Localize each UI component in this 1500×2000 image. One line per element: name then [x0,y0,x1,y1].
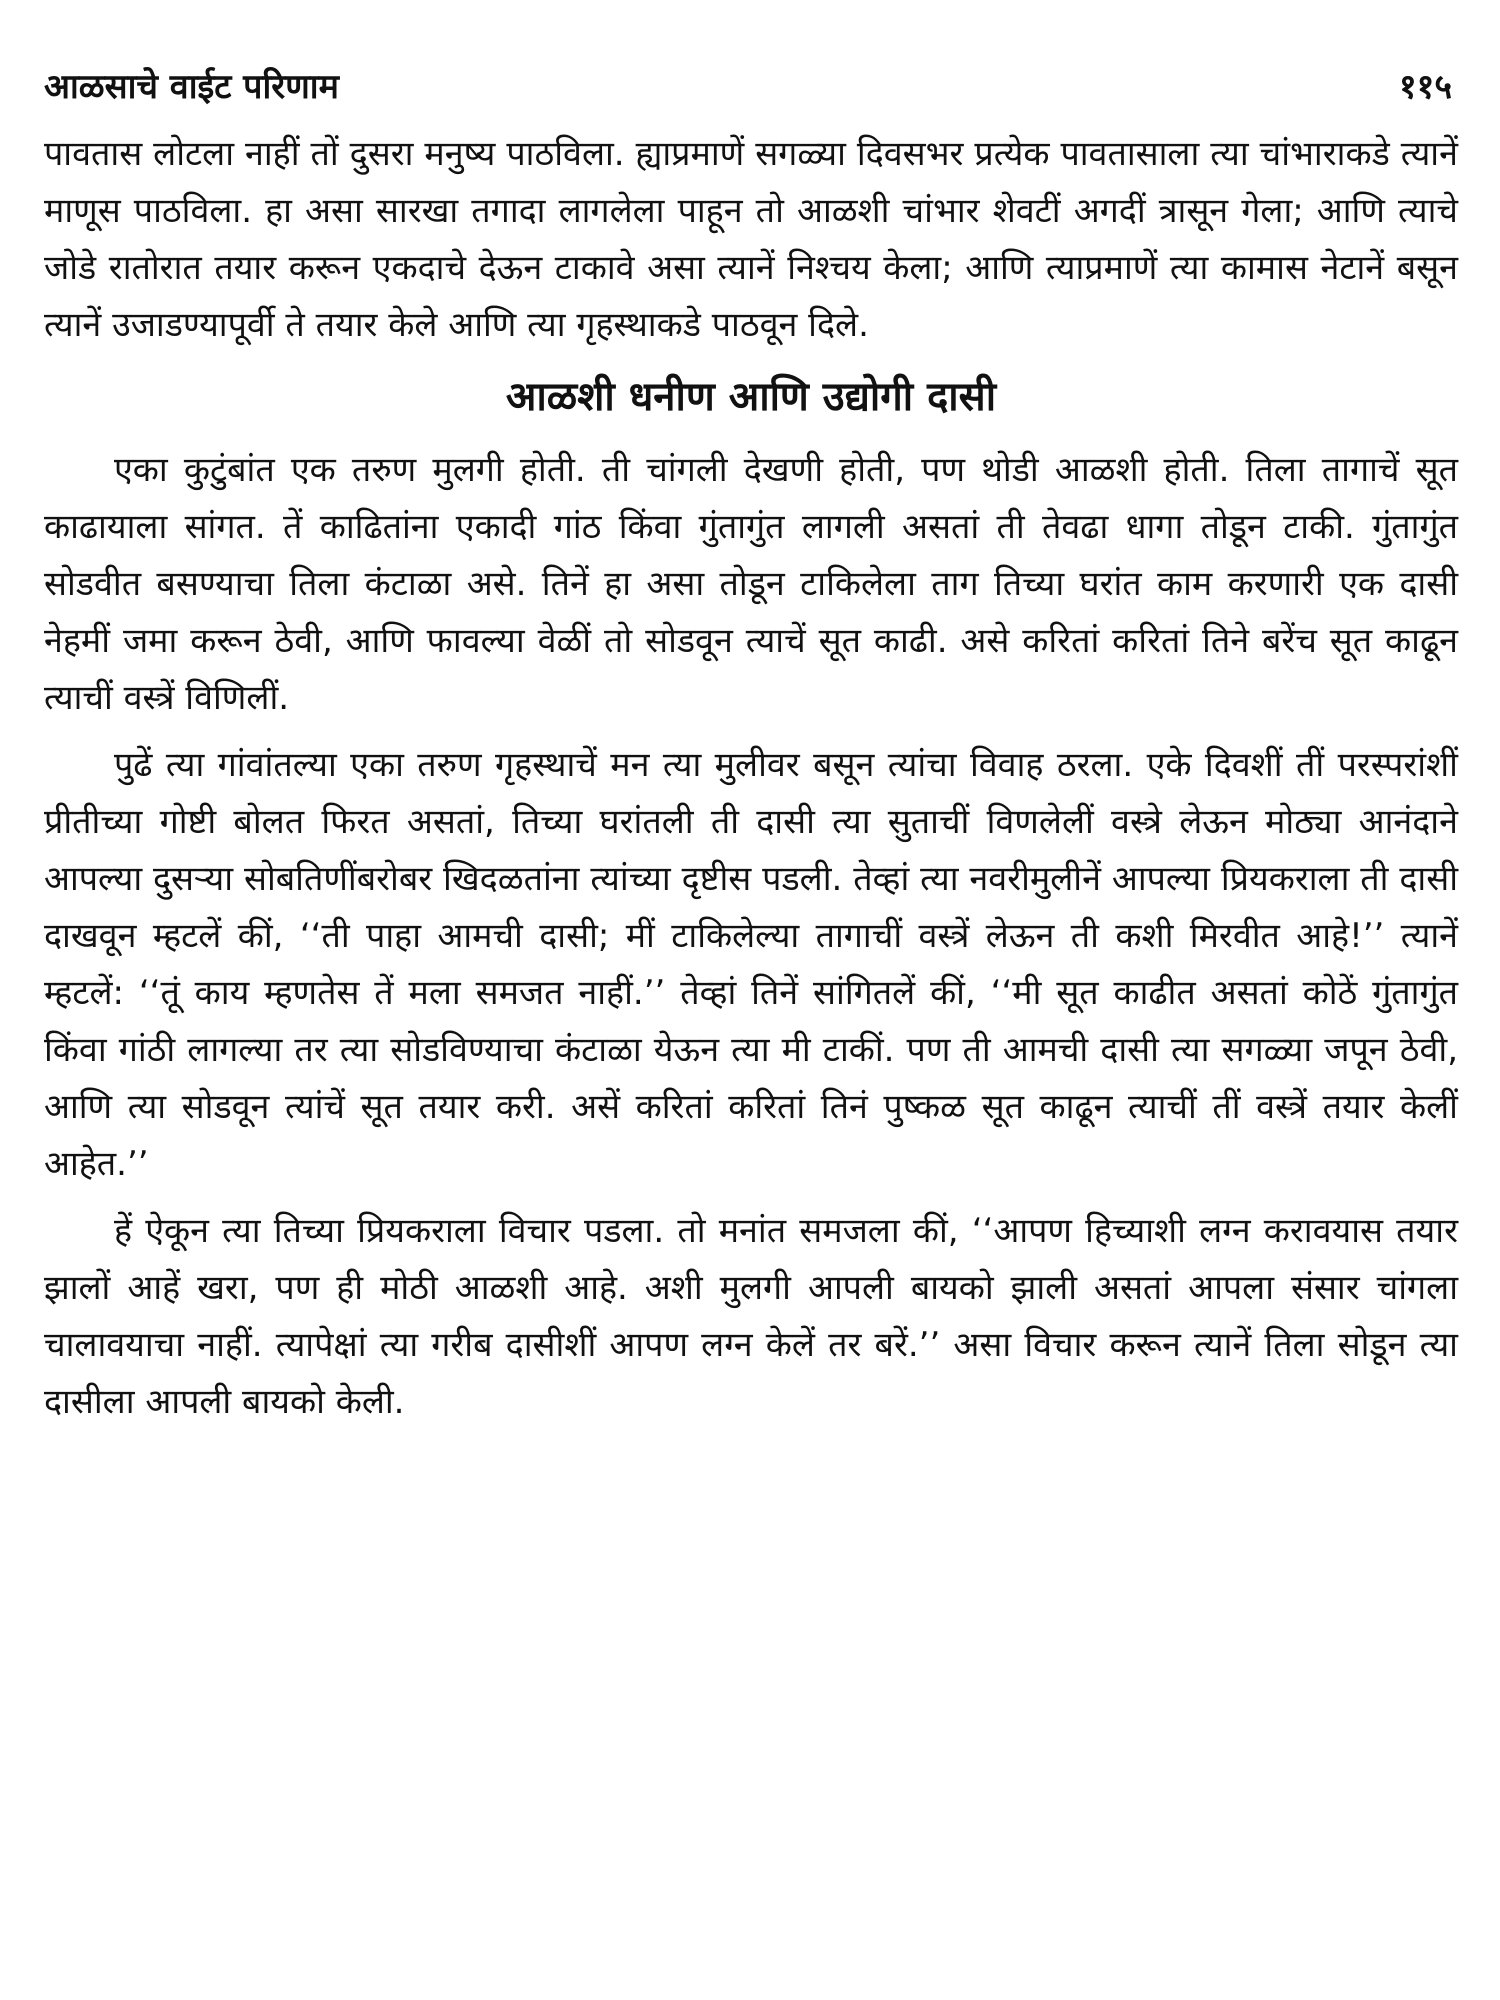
story-paragraph-3: हें ऐकून त्या तिच्या प्रियकराला विचार पडला. तो मनांत समजला कीं, ‘‘आपण हिच्याशी लग्न करावयास तयार झालों आहें खरा, पण ही मोठी आळशी आहे. अशी मुलगी आपली बायको झाली असतां आपला संसार चांगला चालावयाचा नाहीं. त्यापेक्षां त्या गरीब दासीशीं आपण लग्न केलें तर बरें.’’ असा विचार करून त्यानें तिला सोडून त्या दासीला आपली बायको केली. [44,1211,1458,1422]
continued-paragraph: पावतास लोटला नाहीं तों दुसरा मनुष्य पाठविला. ह्याप्रमाणें सगळ्या दिवसभर प्रत्येक पावतासाला त्या चांभाराकडे त्यानें माणूस पाठविला. हा असा सारखा तगादा लागलेला पाहून तो आळशी चांभार शेवटीं अगदीं त्रासून गेला; आणि त्याचे जोडे रातोरात तयार करून एकदाचे देऊन टाकावे असा त्यानें निश्चय केला; आणि त्याप्रमाणें त्या कामास नेटानें बसून त्यानें उजाडण्यापूर्वी ते तयार केले आणि त्या गृहस्थाकडे पाठवून दिले. [44,134,1458,345]
page-number: ११५ [1398,67,1452,107]
running-title: आळसाचे वाईट परिणाम [44,67,339,107]
running-header [44,62,1458,126]
story-paragraph-2: पुढें त्या गांवांतल्या एका तरुण गृहस्थाचें मन त्या मुलीवर बसून त्यांचा विवाह ठरला. एके दिवशीं तीं परस्परांशीं प्रीतीच्या गोष्टी बोलत फिरत असतां, तिच्या घरांतली ती दासी त्या सुताचीं विणलेलीं वस्त्रे लेऊन मोठ्या आनंदाने आपल्या दुसऱ्या सोबतिणींबरोबर खिदळतांना त्यांच्या दृष्टीस पडली. तेव्हां त्या नवरीमुलीनें आपल्या प्रियकराला ती दासी दाखवून म्हटलें कीं, ‘‘ती पाहा आमची दासी; मीं टाकिलेल्या तागाचीं वस्त्रें लेऊन ती कशी मिरवीत आहे!’’ त्यानें म्हटलें: ‘‘तूं काय म्हणतेस तें मला समजत नाहीं.’’ तेव्हां तिनें सांगितलें कीं, ‘‘मी सूत काढीत असतां कोठें गुंतागुंत किंवा गांठी लागल्या तर त्या सोडविण्याचा कंटाळा येऊन त्या मी टाकीं. पण ती आमची दासी त्या सगळ्या जपून ठेवी, आणि त्या सोडवून त्यांचें सूत तयार करी. असें करितां करितां तिनं पुष्कळ सूत काढून त्याचीं तीं वस्त्रें तयार केलीं आहेत.’’ [44,745,1458,1184]
story-title: आळशी धनीण आणि उद्योगी दासी [505,374,997,420]
story-paragraph-1: एका कुटुंबांत एक तरुण मुलगी होती. ती चांगली देखणी होती, पण थोडी आळशी होती. तिला तागाचें सूत काढायाला सांगत. तें काढितांना एकादी गांठ किंवा गुंतागुंत लागली असतां ती तेवढा धागा तोडून टाकी. गुंतागुंत सोडवीत बसण्याचा तिला कंटाळा असे. तिनें हा असा तोडून टाकिलेला ताग तिच्या घरांत काम करणारी एक दासी नेहमीं जमा करून ठेवी, आणि फावल्या वेळीं तो सोडवून त्याचें सूत काढी. असे करितां करितां तिने बरेंच सूत काढून त्याचीं वस्त्रें विणिलीं. [44,450,1458,718]
